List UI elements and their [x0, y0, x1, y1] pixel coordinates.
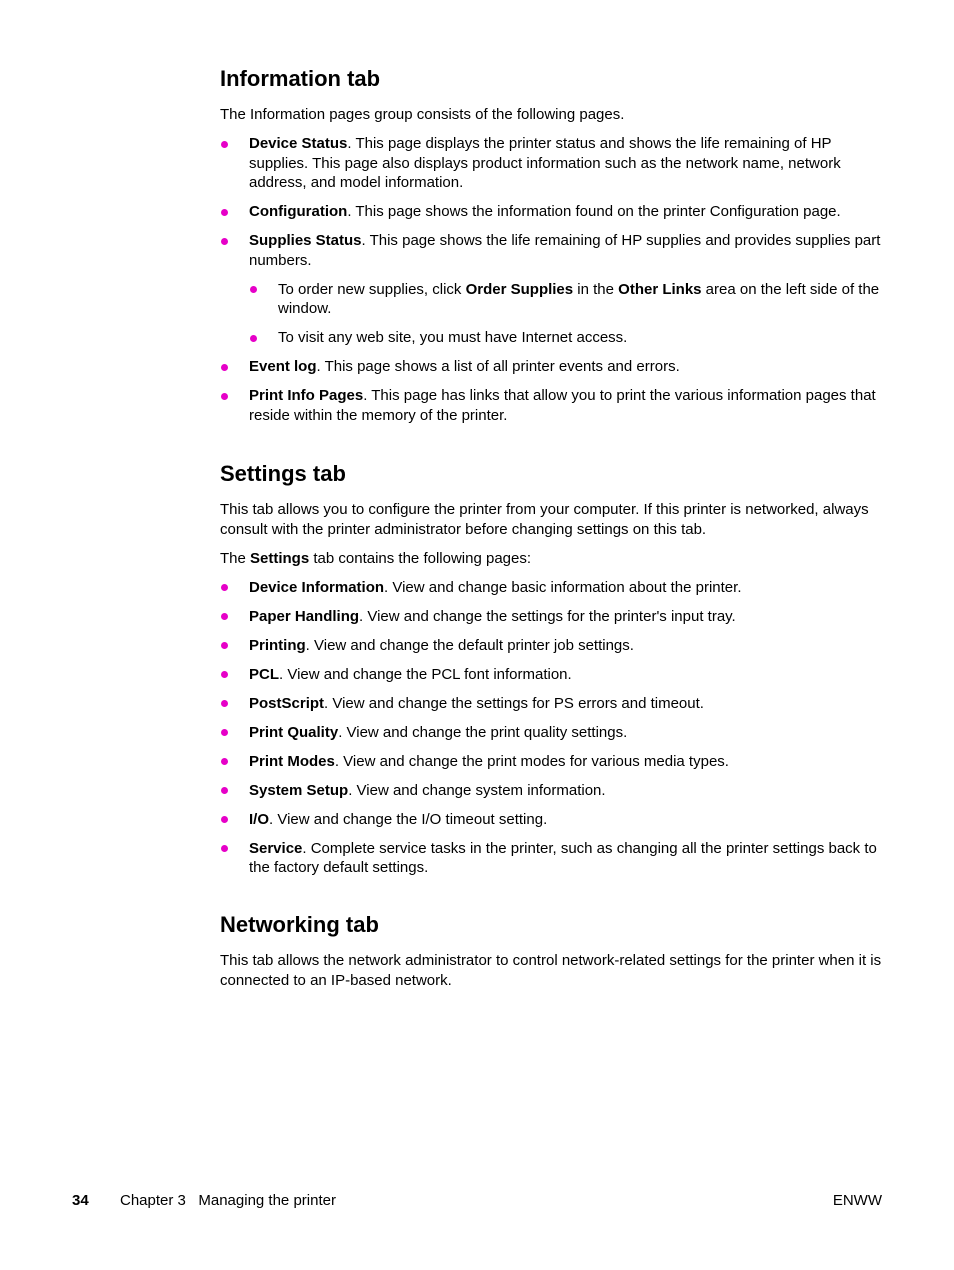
bullet-icon [221, 700, 228, 707]
list-item: Print Modes. View and change the print modes for various media types. [220, 752, 885, 772]
settings-heading: Settings tab [220, 461, 346, 486]
bullet-icon [221, 584, 228, 591]
information-heading: Information tab [220, 66, 381, 91]
bullet-icon [221, 393, 228, 400]
bullet-icon [221, 238, 228, 245]
list-item: PostScript. View and change the settings for PS errors and timeout. [220, 694, 885, 714]
list-item: Event log. This page shows a list of all printer events and errors. [220, 357, 885, 377]
list-item: Supplies Status. This page shows the life remaining of HP supplies and provides supplies part numbers. To order new supplies, click Order Supplies in the Other Links area on the left side of the window. To visit any web site, you must have Internet access. [220, 231, 885, 348]
settings-intro: This tab allows you to configure the printer from your computer. If this printer is networked, always consult with the printer administrator before changing settings on this tab. [220, 501, 869, 538]
bullet-icon [221, 671, 228, 678]
list-item: Configuration. This page shows the information found on the printer Configuration page. [220, 202, 885, 222]
information-intro: The Information pages group consists of the following pages. [220, 106, 625, 123]
settings-contains: The Settings tab contains the following pages: [220, 549, 532, 567]
networking-heading: Networking tab [220, 912, 379, 937]
bullet-icon [221, 758, 228, 765]
list-item: Device Information. View and change basic information about the printer. [220, 578, 885, 598]
bullet-icon [221, 816, 228, 823]
information-section [220, 64, 885, 435]
bullet-icon [221, 729, 228, 736]
page-footer [72, 1192, 882, 1212]
list-item: Print Quality. View and change the print quality settings. [220, 723, 885, 743]
page-number: 34 [72, 1192, 89, 1209]
bullet-icon [250, 286, 257, 293]
bullet-icon [221, 364, 228, 371]
networking-intro: This tab allows the network administrator to control network-related settings for the printer when it is connected to an IP-based network. [220, 952, 882, 989]
chapter-title: Chapter 3 Managing the printer [120, 1192, 336, 1209]
bullet-icon [250, 335, 257, 342]
networking-section [220, 910, 885, 1000]
bullet-icon [221, 787, 228, 794]
list-item: Service. Complete service tasks in the printer, such as changing all the printer settings back to the factory default settings. [220, 839, 885, 878]
supplies-sub-list [249, 280, 885, 348]
sub-list-item: To visit any web site, you must have Internet access. [249, 328, 885, 348]
information-list [220, 134, 885, 425]
list-item: Print Info Pages. This page has links that allow you to print the various information pages that reside within the memory of the printer. [220, 386, 885, 425]
list-item: System Setup. View and change system information. [220, 781, 885, 801]
bullet-icon [221, 642, 228, 649]
settings-section [220, 459, 885, 887]
list-item: Paper Handling. View and change the settings for the printer's input tray. [220, 607, 885, 627]
list-item: PCL. View and change the PCL font information. [220, 665, 885, 685]
footer-label: ENWW [832, 1192, 882, 1209]
settings-list [220, 578, 885, 878]
bullet-icon [221, 613, 228, 620]
bullet-icon [221, 141, 228, 148]
list-item: Printing. View and change the default printer job settings. [220, 636, 885, 656]
bullet-icon [221, 209, 228, 216]
sub-list-item: To order new supplies, click Order Supplies in the Other Links area on the left side of the window. [249, 280, 885, 319]
list-item: Device Status. This page displays the printer status and shows the life remaining of HP supplies. This page also displays product information such as the network name, network address, and model information. [220, 134, 885, 193]
list-item: I/O. View and change the I/O timeout setting. [220, 810, 885, 830]
bullet-icon [221, 845, 228, 852]
